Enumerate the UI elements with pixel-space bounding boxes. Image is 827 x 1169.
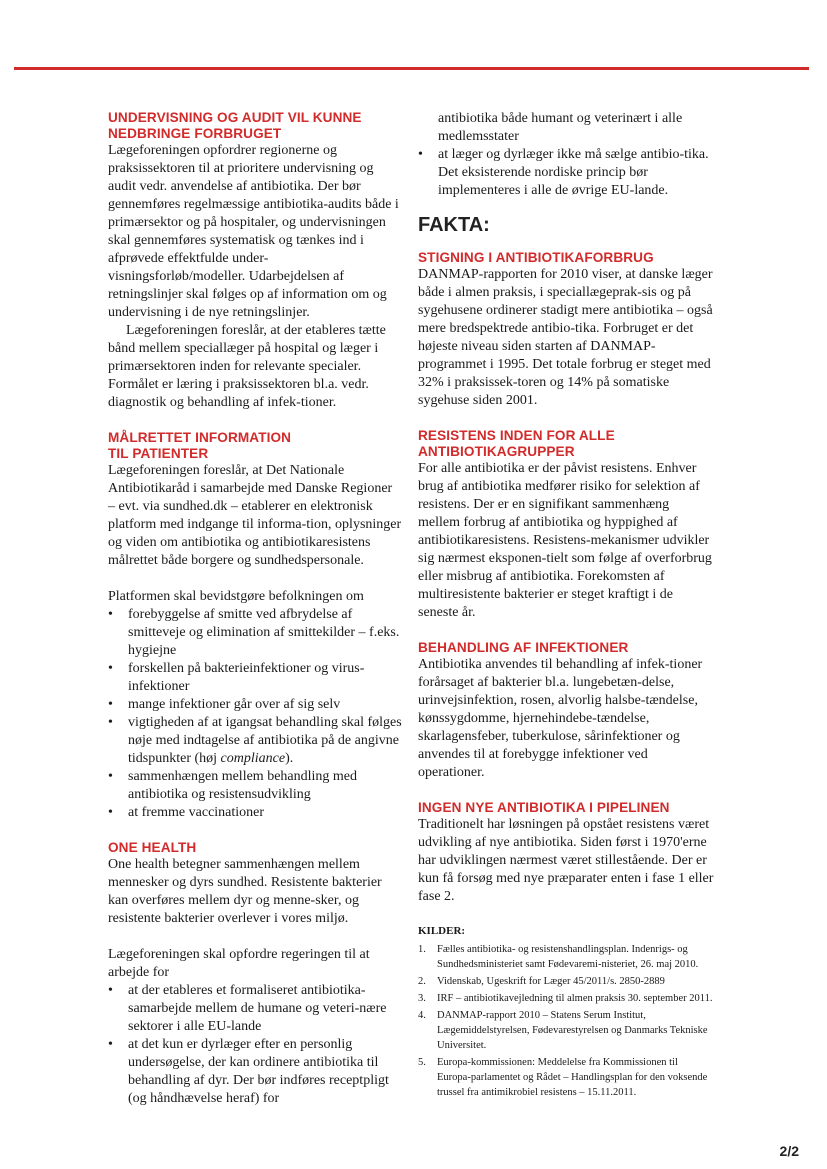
source-item: 1. Fælles antibiotika- og resistenshandlingsplan. Indenrigs- og Sundhedsministeriet samt Fødevaremi-nisteriet, 26. maj 2010. xyxy=(418,944,699,970)
paragraph: DANMAP-rapporten for 2010 viser, at danske læger både i almen praksis, i speciallægeprak-sis og på sygehusene ordinerer stadigt mere antibiotika – også mere bredspektrede antibio-tika. Forbruget er det højeste niveau siden starten af DANMAP-programmet i 1995. Det totale forbrug er steget med 32% i praksissek-toren og 14% på somatiske sygehuse siden 2001. xyxy=(418,267,713,408)
paragraph: Lægeforeningen skal opfordre regeringen til at arbejde for xyxy=(108,947,370,980)
list-item: • mange infektioner går over af sig selv xyxy=(108,696,402,714)
heading-maalrettet: MÅLRETTET INFORMATION TIL PATIENTER xyxy=(108,430,292,461)
sources-list xyxy=(418,942,714,1100)
list-item: • forskellen på bakterieinfektioner og virus-infektioner xyxy=(108,660,402,696)
paragraph: One health betegner sammenhængen mellem mennesker og dyrs sundhed. Resistente bakterier kan overføres mellem dyr og menne-sker, og resistente bakterier overlever i vores miljø. xyxy=(108,857,382,926)
right-column xyxy=(418,110,714,1102)
paragraph: Traditionelt har løsningen på opstået resistens været udvikling af nye antibiotika. Siden først i 1970'erne har udviklingen nærmest været stillestående. Der er kun få forsøg med nye præparater enten i fase 1 eller fase 2. xyxy=(418,817,714,904)
paragraph: Platformen skal bevidstgøre befolkningen om xyxy=(108,589,364,604)
heading-stigning: STIGNING I ANTIBIOTIKAFORBRUG xyxy=(418,250,654,265)
heading-behandling: BEHANDLING AF INFEKTIONER xyxy=(418,640,629,655)
paragraph: Lægeforeningen foreslår, at Det Nationale Antibiotikaråd i samarbejde med Danske Regioner – evt. via sundhed.dk – etablerer en elektronisk platform med indgange til informa-tion, oplysninger og viden om antibiotika og antibiotikaresistens målrettet både borgere og sundhedspersonale. xyxy=(108,463,402,568)
heading-one-health: ONE HEALTH xyxy=(108,840,197,855)
fakta-heading: FAKTA: xyxy=(418,214,490,236)
continued-list xyxy=(418,110,714,200)
list-continuation: antibiotika både humant og veterinært i alle medlemsstater xyxy=(438,111,683,144)
bullet-list xyxy=(108,982,402,1108)
paragraph: Lægeforeningen opfordrer regionerne og praksissektoren til at prioritere undervisning og audit vedr. anvendelse af antibiotika. Der bør gennemføres regelmæssige antibiotika-audits både i primærsektor og på hospitaler, og undervisningen skal gennemføres systematisk og tænkes ind i afprøvede effektfulde under-visningsforløb/modeller. Udarbejdelsen af retningslinjer skal følges op af information om og undervisning i de nye retningslinjer. xyxy=(108,143,399,320)
top-red-rule xyxy=(14,67,809,70)
sources-title: KILDER: xyxy=(418,925,466,937)
list-item: • forebyggelse af smitte ved afbrydelse af smitteveje og elimination af smittekilder – f.eks. hygiejne xyxy=(108,606,402,660)
list-item: • at der etableres et formaliseret antibiotika-samarbejde mellem de humane og veteri-nære sektorer i alle EU-lande xyxy=(108,982,402,1036)
paragraph: Lægeforeningen foreslår, at der etableres tætte bånd mellem speciallæger på hospital og læger i primærsektoren inden for relevante specialer. Formålet er læring i praksissektoren bl.a. vedr. diagnostik og behandling af infek-tioner. xyxy=(108,323,386,410)
paragraph: For alle antibiotika er der påvist resistens. Enhver brug af antibiotika medfører risiko for selektion af resistens. Der er en signifikant sammenhæng mellem forbrug af antibiotika og hyppighed af antibiotikaresistens. Resistens-mekanismer udvikler sig nærmest eksponen-tielt som følge af overforbrug eller misbrug af antibiotika. Forekomsten af multiresistente bakterier er steget kraftigt i de seneste år. xyxy=(418,461,712,620)
bullet-list xyxy=(108,606,402,822)
list-item: • at det kun er dyrlæger efter en personlig undersøgelse, der kan ordinere antibiotika til behandling af dyr. Der bør indføres receptpligt (og håndhævelse heraf) for xyxy=(108,1036,402,1108)
left-column xyxy=(108,110,402,1108)
source-item: 5. Europa-kommissionen: Meddelelse fra Kommissionen til Europa-parlamentet og Rådet – Handlingsplan for den voksende trussel fra antimikrobiel resistens – 15.11.2011. xyxy=(418,1057,708,1098)
list-item: • at læger og dyrlæger ikke må sælge antibio-tika. Det eksisterende nordiske princip bør implementeres i alle de øvrige EU-lande. xyxy=(418,146,714,200)
paragraph: Antibiotika anvendes til behandling af infek-tioner forårsaget af bakterier bl.a. lungebetæn-delse, urinvejsinfektion, rosen, alvorlig halsbe-tændelse, kønssygdomme, hjernehindebe-tændelse, skarlagensfeber, tuberkulose, sårinfektioner og anvendes til at forebygge infektioner ved operationer. xyxy=(418,657,703,780)
heading-resistens: RESISTENS INDEN FOR ALLE ANTIBIOTIKAGRUPPER xyxy=(418,428,615,459)
heading-undervisning: UNDERVISNING OG AUDIT VIL KUNNE NEDBRINGE FORBRUGET xyxy=(108,110,362,141)
list-item: • at fremme vaccinationer xyxy=(108,804,402,822)
list-item: • vigtigheden af at igangsat behandling skal følges nøje med indtagelse af antibiotika på de angivne tidspunkter (høj compliance). xyxy=(108,714,402,768)
heading-ingen-nye: INGEN NYE ANTIBIOTIKA I PIPELINEN xyxy=(418,800,670,815)
source-item: 4. DANMAP-rapport 2010 – Statens Serum Institut, Lægemiddelstyrelsen, Fødevarestyrelsen og Danmarks Tekniske Universitet. xyxy=(418,1010,708,1051)
list-item: • sammenhængen mellem behandling med antibiotika og resistensudvikling xyxy=(108,768,402,804)
source-item: 2. Videnskab, Ugeskrift for Læger 45/2011/s. 2850-2889 xyxy=(418,976,665,987)
page-number: 2/2 xyxy=(779,1143,799,1159)
source-item: 3. IRF – antibiotikavejledning til almen praksis 30. september 2011. xyxy=(418,993,713,1004)
